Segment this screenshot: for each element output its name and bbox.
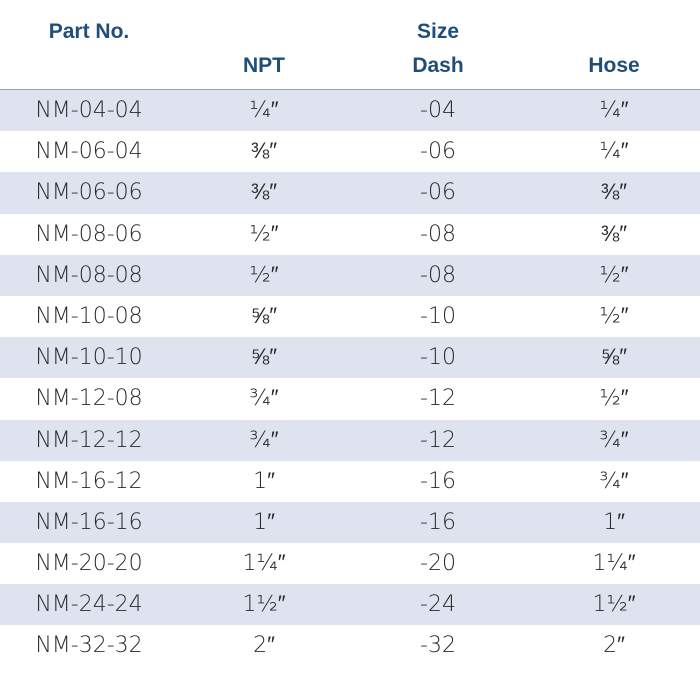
table-row (0, 543, 700, 584)
cell-npt: ¾″ (249, 427, 279, 453)
cell-part-no: NM-06-06 (35, 180, 143, 206)
cell-part-no: NM-10-08 (35, 303, 143, 329)
cell-hose: 2″ (603, 633, 625, 659)
cell-dash: -06 (420, 180, 456, 206)
cell-hose: ½″ (599, 303, 629, 329)
cell-part-no: NM-08-08 (35, 262, 143, 288)
cell-part-no: NM-12-08 (35, 386, 143, 412)
cell-part-no: NM-16-12 (35, 468, 143, 494)
table-row (0, 131, 700, 172)
table-row (0, 378, 700, 419)
cell-part-no: NM-04-04 (35, 98, 143, 123)
cell-hose: ⅝″ (600, 345, 628, 371)
cell-dash: -04 (420, 98, 456, 123)
cell-part-no: NM-08-06 (35, 221, 143, 247)
cell-hose: ¾″ (599, 468, 629, 494)
cell-npt: ¼″ (249, 98, 279, 123)
header-dash: Dash (412, 54, 464, 77)
cell-dash: -06 (420, 139, 456, 165)
cell-npt: 1¼″ (242, 551, 286, 577)
cell-part-no: NM-12-12 (35, 427, 143, 453)
cell-hose: 1″ (603, 509, 625, 535)
cell-part-no: NM-32-32 (35, 633, 143, 659)
table-body (0, 90, 700, 667)
cell-dash: -08 (420, 221, 456, 247)
cell-dash: -10 (420, 303, 456, 329)
table-row (0, 214, 700, 255)
table-row (0, 420, 700, 461)
cell-part-no: NM-10-10 (35, 345, 143, 371)
cell-dash: -20 (420, 551, 456, 577)
table-row (0, 337, 700, 378)
table-row (0, 90, 700, 131)
cell-hose: ½″ (599, 386, 629, 412)
cell-npt: ⅜″ (250, 139, 278, 165)
cell-npt: ⅜″ (250, 180, 278, 206)
cell-dash: -32 (420, 633, 456, 659)
cell-npt: 1½″ (242, 592, 286, 618)
cell-part-no: NM-20-20 (35, 551, 143, 577)
table-row (0, 502, 700, 543)
cell-npt: 1″ (253, 509, 275, 535)
cell-npt: ½″ (249, 262, 279, 288)
cell-npt: ⅝″ (250, 303, 278, 329)
cell-dash: -08 (420, 262, 456, 288)
header-npt: NPT (243, 54, 285, 77)
cell-npt: ¾″ (249, 386, 279, 412)
cell-part-no: NM-06-04 (35, 139, 143, 165)
header-hose: Hose (588, 54, 640, 77)
cell-part-no: NM-16-16 (35, 509, 143, 535)
table-row (0, 172, 700, 213)
table-header (0, 0, 700, 89)
cell-hose: ¾″ (599, 427, 629, 453)
cell-hose: 1½″ (592, 592, 636, 618)
table-row (0, 255, 700, 296)
cell-dash: -16 (420, 509, 456, 535)
header-size: Size (416, 20, 460, 43)
table-row (0, 296, 700, 337)
cell-dash: -12 (420, 386, 456, 412)
header-part-no: Part No. (48, 20, 130, 43)
cell-hose: ⅜″ (600, 180, 628, 206)
table-row (0, 461, 700, 502)
cell-dash: -24 (420, 592, 456, 618)
cell-npt: 1″ (253, 468, 275, 494)
cell-dash: -12 (420, 427, 456, 453)
cell-part-no: NM-24-24 (35, 592, 143, 618)
cell-hose: ¼″ (599, 98, 629, 123)
cell-npt: 2″ (253, 633, 275, 659)
cell-hose: 1¼″ (592, 551, 636, 577)
table-row (0, 584, 700, 625)
cell-hose: ⅜″ (600, 221, 628, 247)
cell-hose: ½″ (599, 262, 629, 288)
cell-dash: -16 (420, 468, 456, 494)
cell-npt: ½″ (249, 221, 279, 247)
cell-hose: ¼″ (599, 139, 629, 165)
cell-npt: ⅝″ (250, 345, 278, 371)
cell-dash: -10 (420, 345, 456, 371)
table-row (0, 625, 700, 666)
